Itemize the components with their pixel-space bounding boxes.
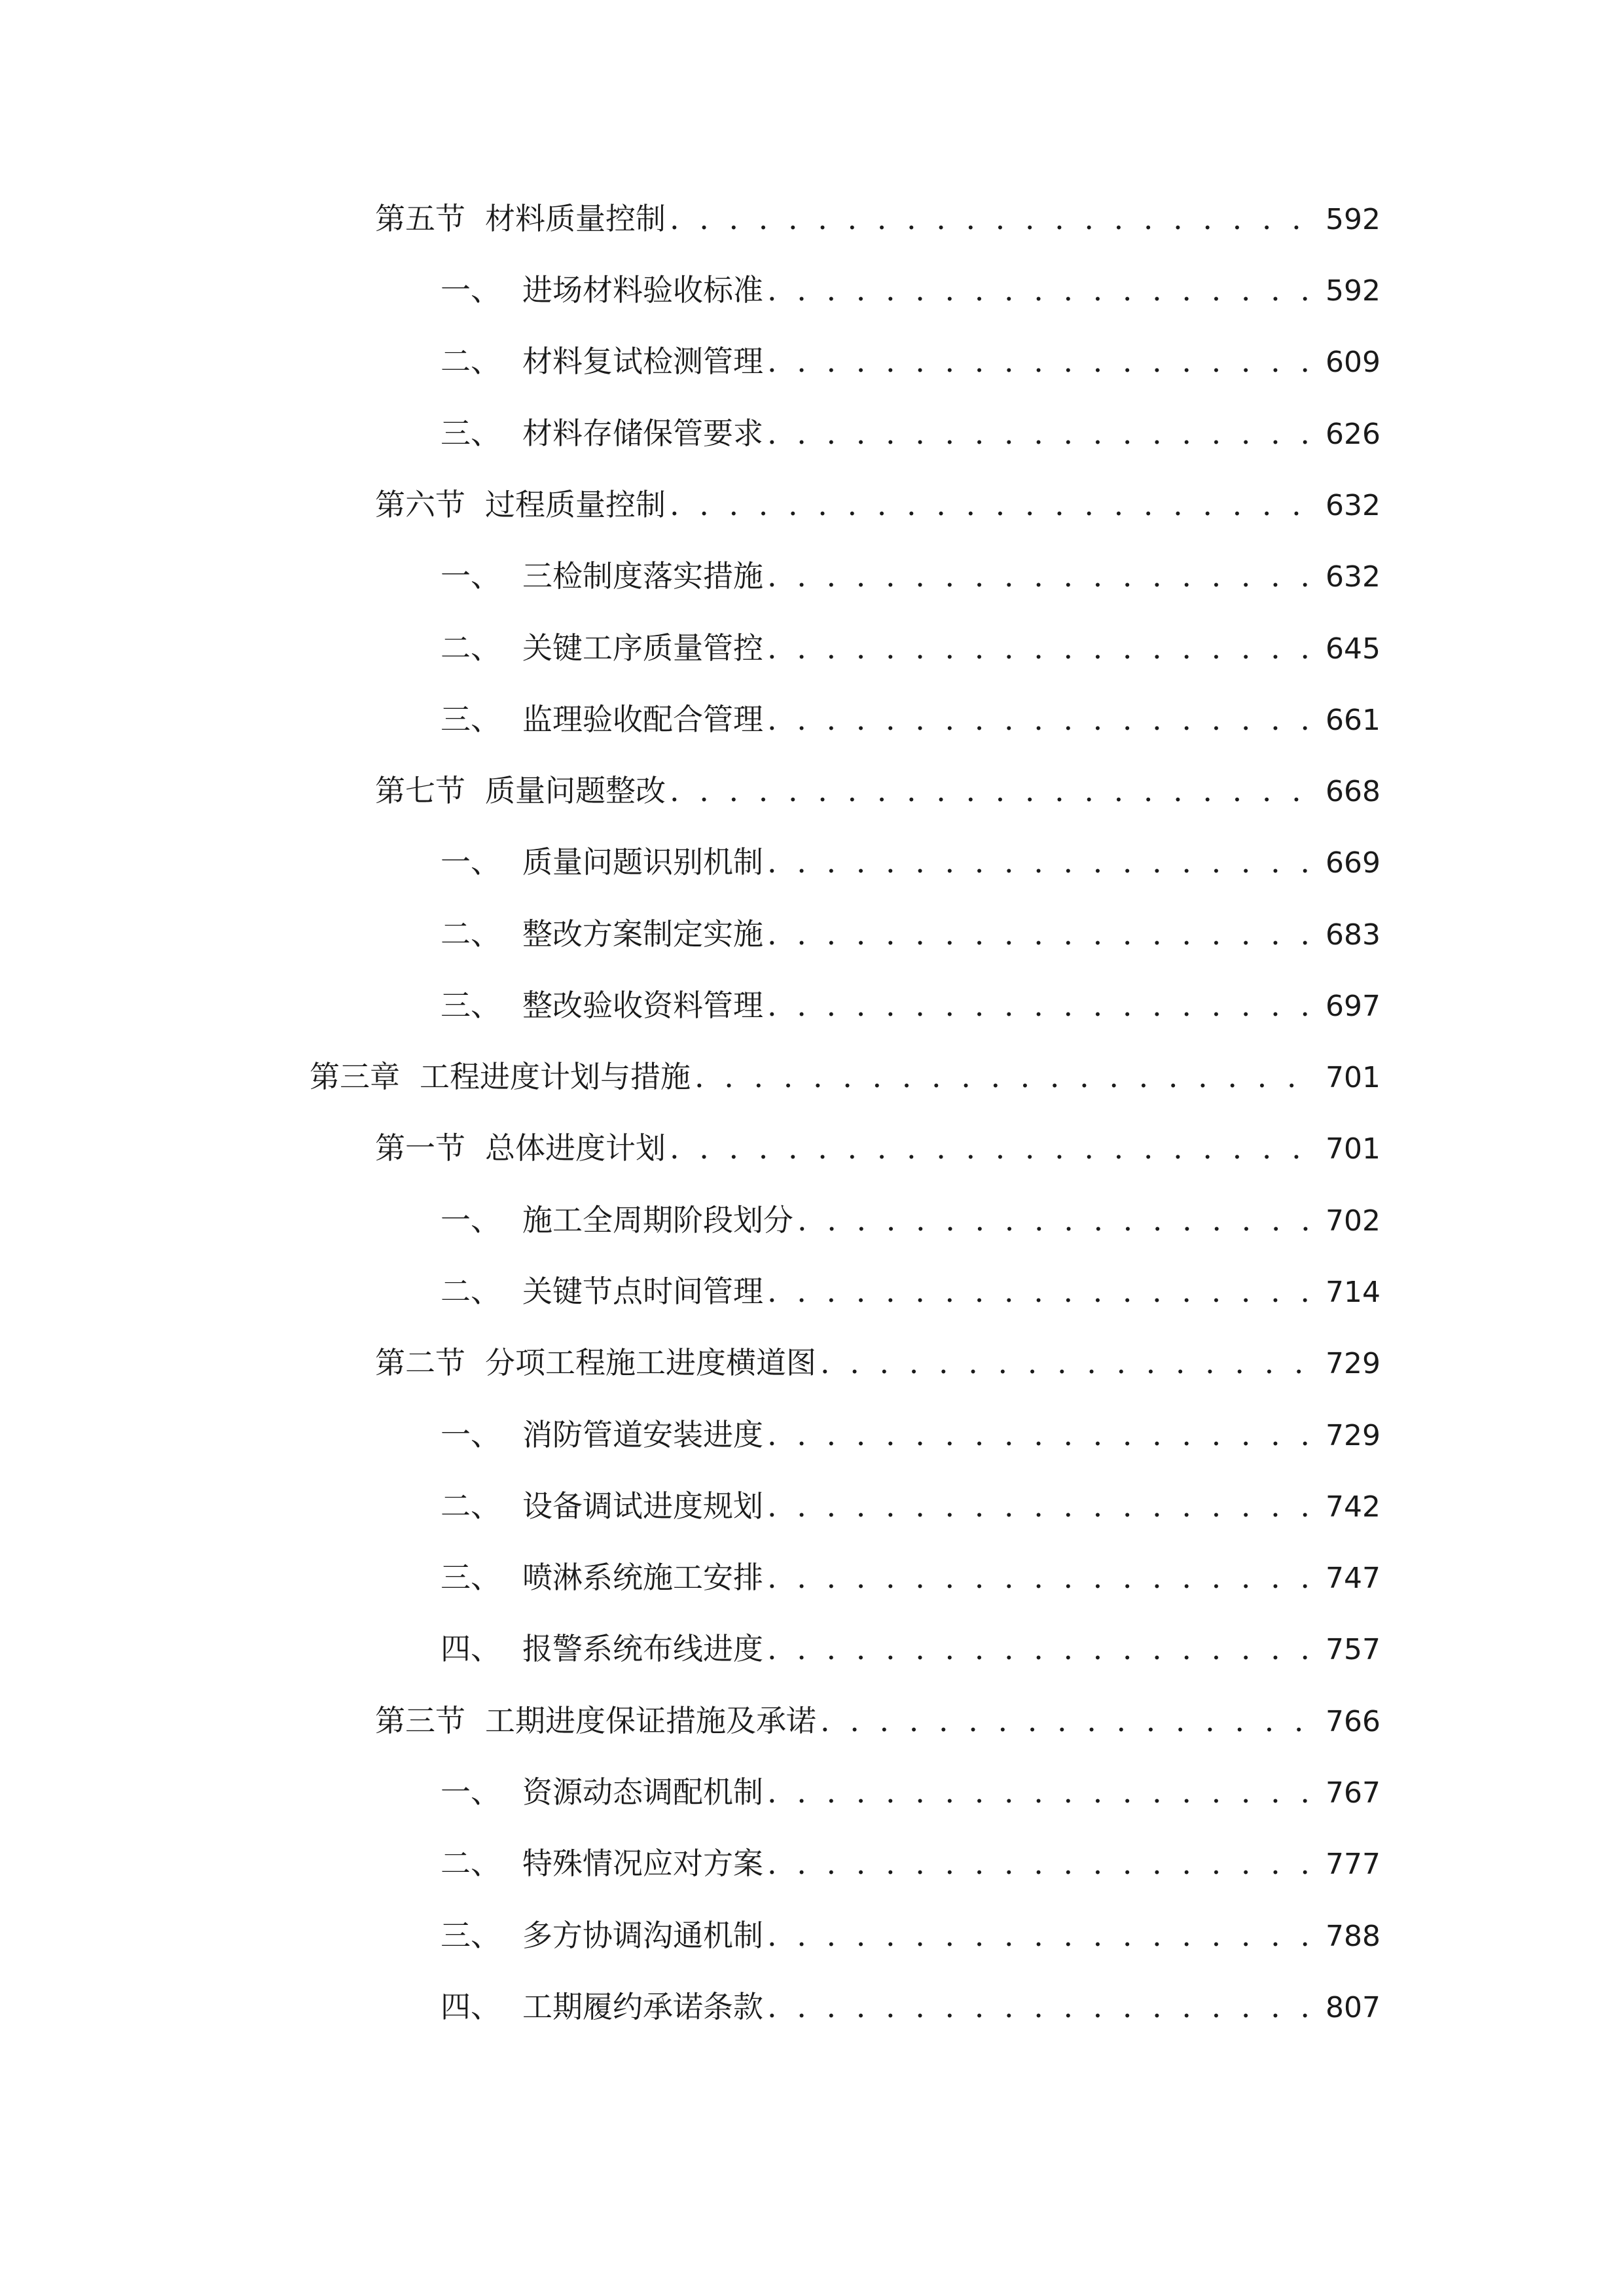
toc-entry-title: 多方协调沟通机制 xyxy=(522,1918,763,1953)
toc-entry-page: 788 xyxy=(1326,1920,1380,1953)
toc-entry-number: 二、 xyxy=(441,1488,501,1524)
toc-entry-number: 一、 xyxy=(441,1202,501,1238)
toc-entry-page: 683 xyxy=(1326,918,1380,952)
toc-entry[interactable] xyxy=(441,1837,1380,1890)
toc-entry-page: 669 xyxy=(1326,846,1380,880)
toc-dot-leader xyxy=(695,1050,1318,1103)
toc-entry-title: 施工全周期阶段划分 xyxy=(522,1202,793,1238)
toc-entry-title: 材料质量控制 xyxy=(485,201,666,236)
toc-entry-title: 设备调试进度规划 xyxy=(522,1488,763,1524)
toc-dot-leader xyxy=(767,407,1318,459)
toc-entry[interactable] xyxy=(441,1480,1380,1532)
toc-entry[interactable] xyxy=(375,764,1380,817)
toc-dot-leader xyxy=(767,550,1318,602)
toc-dot-leader xyxy=(670,478,1318,531)
toc-entry-page: 668 xyxy=(1326,775,1380,808)
toc-entry-title: 监理验收配合管理 xyxy=(522,702,763,737)
toc-entry-number: 一、 xyxy=(441,272,501,308)
toc-entry-page: 609 xyxy=(1326,346,1380,379)
toc-entry-title: 过程质量控制 xyxy=(485,487,666,522)
toc-entry[interactable] xyxy=(441,1551,1380,1604)
toc-entry-number: 第七节 xyxy=(375,773,465,808)
toc-entry-page: 701 xyxy=(1326,1132,1380,1166)
toc-entry-number: 二、 xyxy=(441,630,501,666)
toc-entry-number: 一、 xyxy=(441,844,501,880)
toc-entry[interactable] xyxy=(441,836,1380,888)
toc-dot-leader xyxy=(670,764,1318,817)
toc-entry[interactable] xyxy=(441,1909,1380,1962)
toc-dot-leader xyxy=(767,1623,1318,1675)
toc-dot-leader xyxy=(767,1551,1318,1604)
toc-entry-number: 四、 xyxy=(441,1631,501,1666)
toc-entry[interactable] xyxy=(441,622,1380,674)
toc-entry-page: 701 xyxy=(1326,1061,1380,1094)
toc-dot-leader xyxy=(797,1194,1318,1246)
toc-entry-title: 特殊情况应对方案 xyxy=(522,1846,763,1881)
toc-entry-title: 总体进度计划 xyxy=(485,1130,666,1166)
toc-entry-number: 第三节 xyxy=(375,1703,465,1738)
toc-entry[interactable] xyxy=(441,979,1380,1031)
toc-entry-page: 767 xyxy=(1326,1776,1380,1810)
toc-entry-number: 第六节 xyxy=(375,487,465,522)
toc-entry[interactable] xyxy=(375,1695,1380,1747)
toc-entry[interactable] xyxy=(375,1336,1380,1389)
toc-entry-page: 697 xyxy=(1326,990,1380,1023)
toc-dot-leader xyxy=(767,335,1318,387)
toc-entry-title: 分项工程施工进度横道图 xyxy=(485,1345,816,1380)
toc-entry[interactable] xyxy=(441,1194,1380,1246)
toc-entry-number: 一、 xyxy=(441,558,501,594)
toc-dot-leader xyxy=(767,1837,1318,1890)
toc-entry-title: 进场材料验收标准 xyxy=(522,272,763,308)
toc-entry-number: 三、 xyxy=(441,702,501,737)
toc-dot-leader xyxy=(767,908,1318,960)
toc-dot-leader xyxy=(767,1766,1318,1818)
toc-entry[interactable] xyxy=(441,1265,1380,1318)
toc-entry[interactable] xyxy=(375,192,1380,245)
toc-entry-page: 714 xyxy=(1326,1276,1380,1309)
toc-entry-number: 三、 xyxy=(441,988,501,1023)
toc-entry-page: 702 xyxy=(1326,1204,1380,1238)
toc-entry-title: 报警系统布线进度 xyxy=(522,1631,763,1666)
toc-entry-number: 第一节 xyxy=(375,1130,465,1166)
toc-entry-title: 整改验收资料管理 xyxy=(522,988,763,1023)
toc-entry-title: 材料复试检测管理 xyxy=(522,344,763,379)
toc-entry[interactable] xyxy=(441,1981,1380,2033)
toc-entry-number: 二、 xyxy=(441,1274,501,1309)
toc-entry-title: 三检制度落实措施 xyxy=(522,558,763,594)
toc-entry[interactable] xyxy=(441,407,1380,459)
toc-entry-title: 工程进度计划与措施 xyxy=(420,1059,691,1094)
toc-entry-page: 777 xyxy=(1326,1848,1380,1881)
toc-dot-leader xyxy=(767,693,1318,745)
toc-entry-number: 第三章 xyxy=(310,1059,400,1094)
toc-entry[interactable] xyxy=(441,335,1380,387)
toc-dot-leader xyxy=(820,1336,1318,1389)
toc-entry-title: 整改方案制定实施 xyxy=(522,916,763,952)
toc-entry-number: 一、 xyxy=(441,1774,501,1810)
toc-dot-leader xyxy=(820,1695,1318,1747)
toc-entry-number: 二、 xyxy=(441,1846,501,1881)
toc-entry[interactable] xyxy=(441,1623,1380,1675)
toc-entry-page: 626 xyxy=(1326,418,1380,451)
toc-dot-leader xyxy=(767,979,1318,1031)
toc-entry-number: 第二节 xyxy=(375,1345,465,1380)
toc-entry-page: 766 xyxy=(1326,1705,1380,1738)
toc-dot-leader xyxy=(767,836,1318,888)
toc-entry-title: 材料存储保管要求 xyxy=(522,416,763,451)
toc-entry-page: 645 xyxy=(1326,632,1380,666)
toc-entry-page: 592 xyxy=(1326,203,1380,236)
toc-entry-page: 757 xyxy=(1326,1633,1380,1666)
toc-entry-title: 工期进度保证措施及承诺 xyxy=(485,1703,816,1738)
toc-entry-title: 资源动态调配机制 xyxy=(522,1774,763,1810)
toc-entry-number: 三、 xyxy=(441,416,501,451)
toc-entry-number: 四、 xyxy=(441,1989,501,2024)
toc-entry-title: 工期履约承诺条款 xyxy=(522,1989,763,2024)
toc-entry-page: 742 xyxy=(1326,1490,1380,1524)
toc-entry[interactable] xyxy=(441,264,1380,316)
toc-entry[interactable] xyxy=(375,1122,1380,1174)
toc-entry-number: 一、 xyxy=(441,1417,501,1452)
toc-entry-title: 关键工序质量管控 xyxy=(522,630,763,666)
toc-entry[interactable] xyxy=(441,1408,1380,1461)
toc-entry-page: 592 xyxy=(1326,274,1380,308)
toc-entry-title: 质量问题整改 xyxy=(485,773,666,808)
toc-dot-leader xyxy=(767,264,1318,316)
toc-entry-number: 三、 xyxy=(441,1918,501,1953)
toc-entry-page: 661 xyxy=(1326,704,1380,737)
toc-dot-leader xyxy=(767,1480,1318,1532)
toc-entry-page: 632 xyxy=(1326,489,1380,522)
toc-dot-leader xyxy=(767,1909,1318,1962)
toc-entry-page: 747 xyxy=(1326,1562,1380,1595)
toc-entry-chapter[interactable] xyxy=(310,1050,1380,1103)
toc-entry[interactable] xyxy=(441,908,1380,960)
toc-entry-title: 消防管道安装进度 xyxy=(522,1417,763,1452)
toc-entry[interactable] xyxy=(375,478,1380,531)
toc-entry-title: 质量问题识别机制 xyxy=(522,844,763,880)
toc-entry-number: 第五节 xyxy=(375,201,465,236)
toc-entry[interactable] xyxy=(441,693,1380,745)
toc-entry[interactable] xyxy=(441,550,1380,602)
toc-dot-leader xyxy=(767,622,1318,674)
toc-entry-number: 三、 xyxy=(441,1560,501,1595)
toc-entry-number: 二、 xyxy=(441,344,501,379)
toc-entry[interactable] xyxy=(441,1766,1380,1818)
toc-entry-page: 729 xyxy=(1326,1347,1380,1380)
toc-dot-leader xyxy=(767,1981,1318,2033)
toc-entry-number: 二、 xyxy=(441,916,501,952)
toc-entry-title: 关键节点时间管理 xyxy=(522,1274,763,1309)
toc-dot-leader xyxy=(670,1122,1318,1174)
toc-entry-page: 632 xyxy=(1326,560,1380,594)
toc-entry-title: 喷淋系统施工安排 xyxy=(522,1560,763,1595)
toc-entry-page: 807 xyxy=(1326,1991,1380,2024)
toc-dot-leader xyxy=(767,1265,1318,1318)
toc-entry-page: 729 xyxy=(1326,1419,1380,1452)
toc-dot-leader xyxy=(767,1408,1318,1461)
toc-dot-leader xyxy=(670,192,1318,245)
